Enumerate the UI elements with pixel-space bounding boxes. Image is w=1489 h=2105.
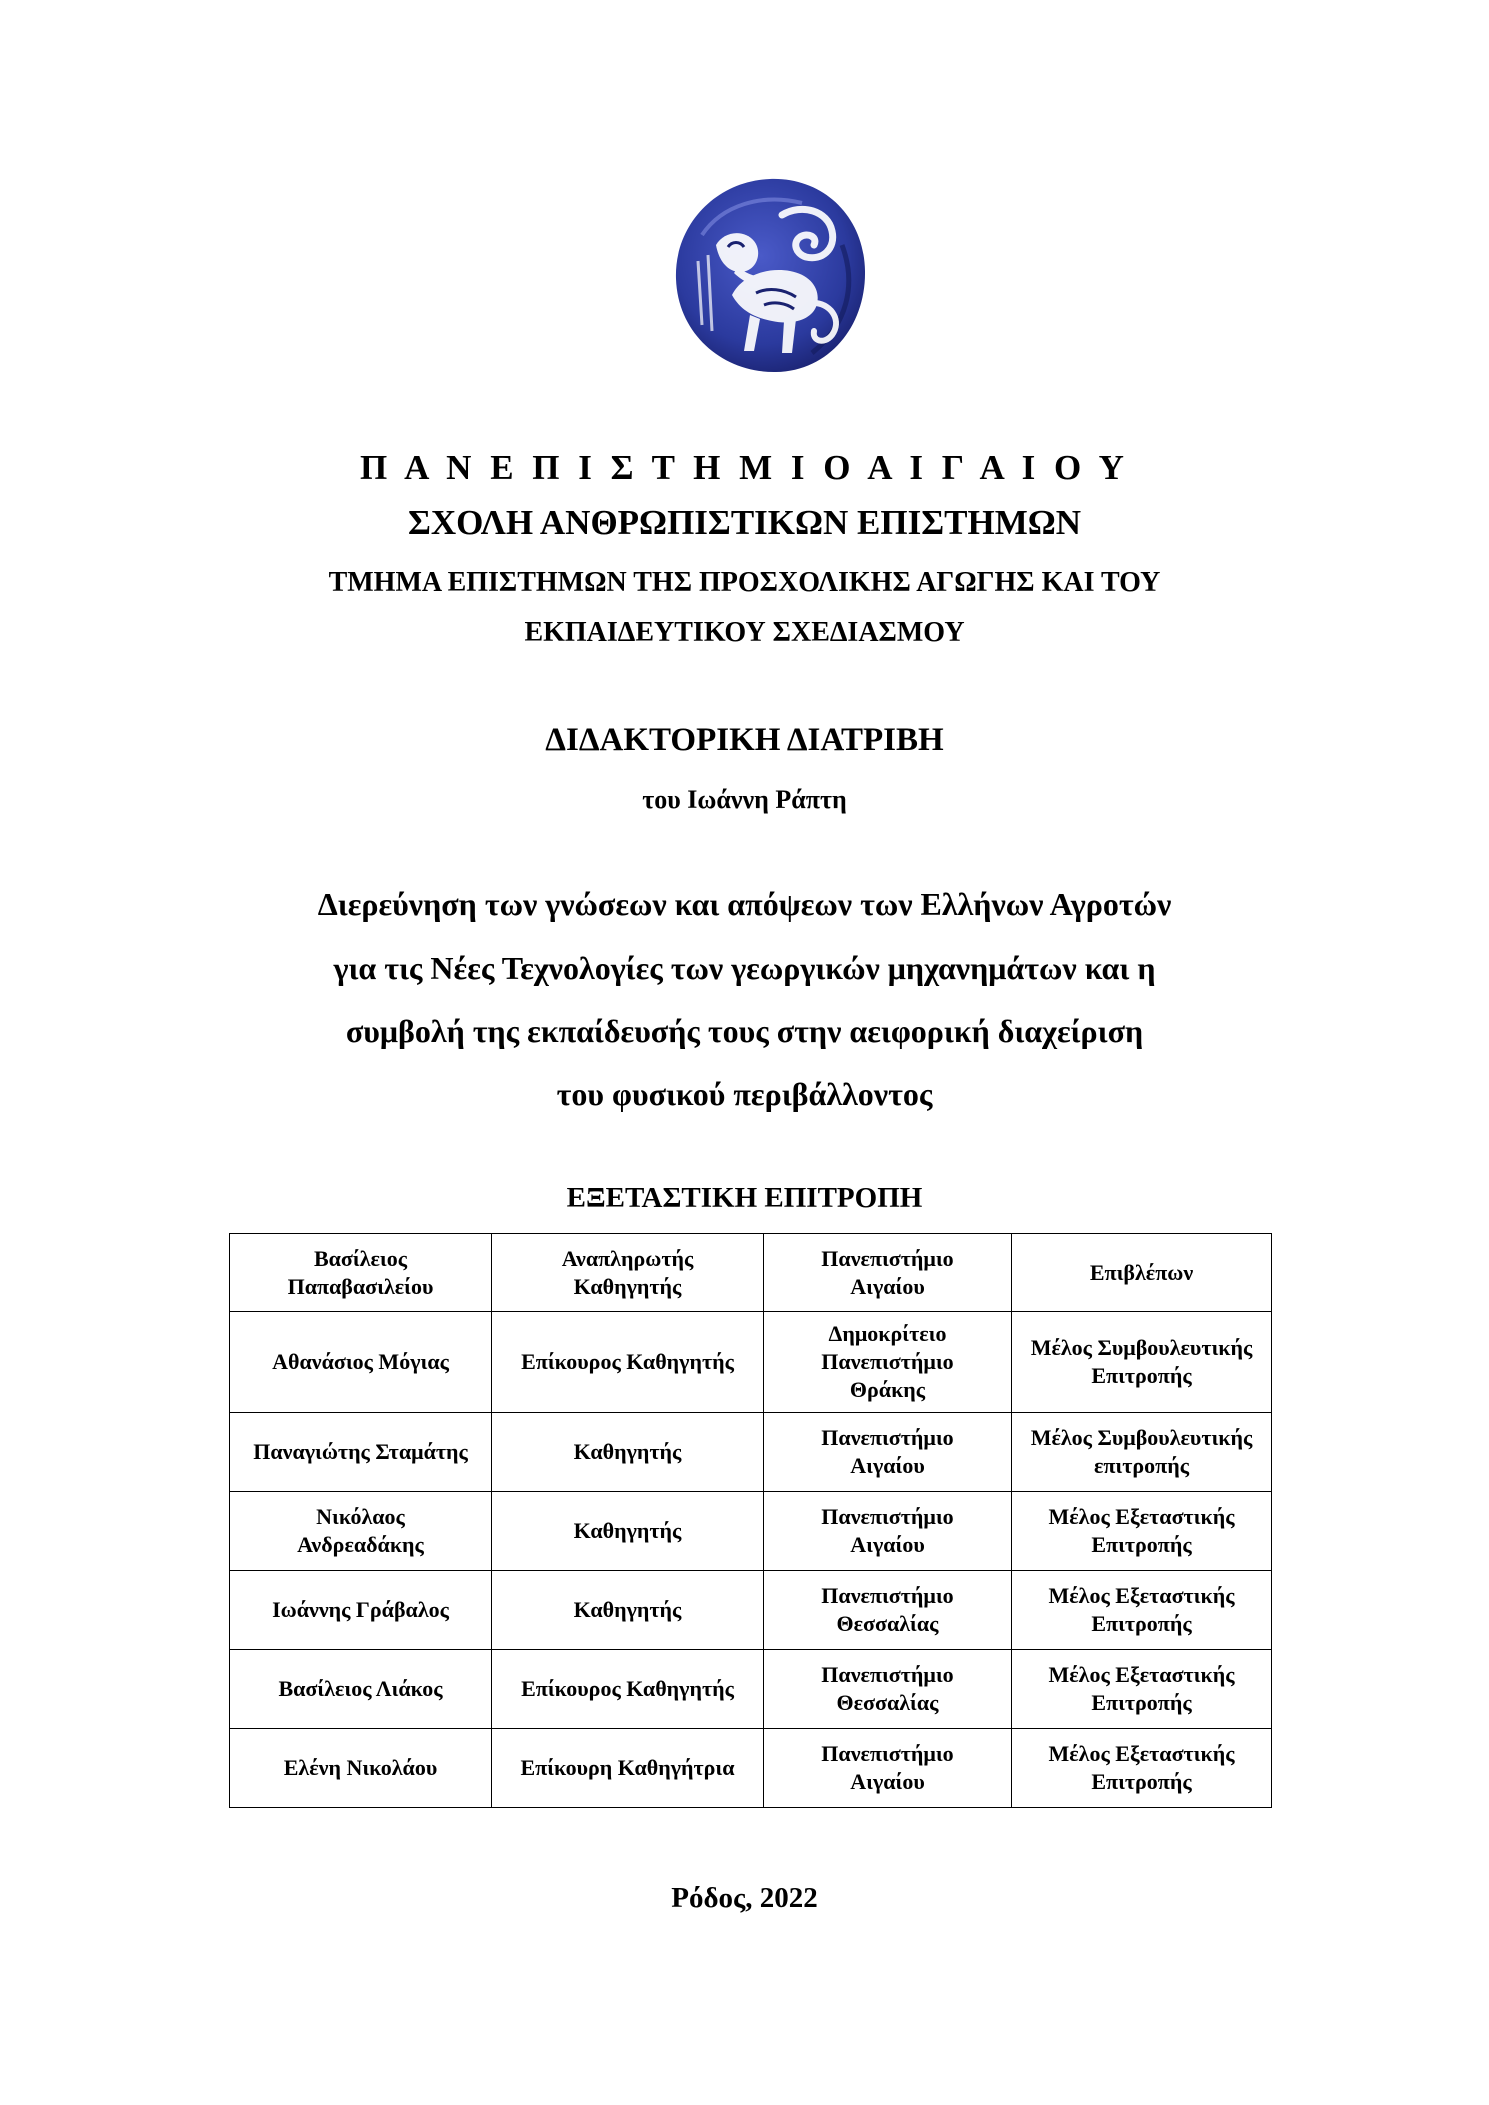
thesis-title-line-1: Διερεύνηση των γνώσεων και απόψεων των Ελλήνων Αγροτών (317, 886, 1172, 922)
table-row (230, 1413, 1272, 1492)
member-rank: Αναπληρωτής Καθηγητής (492, 1234, 764, 1312)
university-seal-icon (672, 175, 868, 375)
member-rank: Επίκουρος Καθηγητής (492, 1650, 764, 1729)
member-name: Βασίλειος Παπαβασιλείου (230, 1234, 492, 1312)
thesis-title-line-4: του φυσικού περιβάλλοντος (556, 1076, 933, 1112)
department-name-line-1: ΤΜΗΜΑ ΕΠΙΣΤΗΜΩΝ ΤΗΣ ΠΡΟΣΧΟΛΙΚΗΣ ΑΓΩΓΗΣ ΚΑΙ ΤΟΥ (328, 567, 1161, 598)
member-institution: Πανεπιστήμιο Αιγαίου (764, 1413, 1012, 1492)
member-rank: Επίκουρος Καθηγητής (492, 1312, 764, 1413)
author: του Ιωάννη Ράπτη (642, 785, 847, 814)
member-role: Μέλος Εξεταστικής Επιτροπής (1012, 1650, 1272, 1729)
school-name: ΣΧΟΛΗ ΑΝΘΡΩΠΙΣΤΙΚΩΝ ΕΠΙΣΤΗΜΩΝ (407, 503, 1082, 542)
table-row (230, 1571, 1272, 1650)
thesis-title-line-3: συμβολή της εκπαίδευσής τους στην αειφορική διαχείριση (345, 1013, 1144, 1049)
member-rank: Καθηγητής (492, 1492, 764, 1571)
member-rank: Επίκουρη Καθηγήτρια (492, 1729, 764, 1808)
member-institution: Δημοκρίτειο Πανεπιστήμιο Θράκης (764, 1312, 1012, 1413)
place-and-year: Ρόδος, 2022 (671, 1882, 818, 1914)
member-role: Μέλος Συμβουλευτικής Επιτροπής (1012, 1312, 1272, 1413)
thesis-title-line-2: για τις Νέες Τεχνολογίες των γεωργικών μηχανημάτων και η (333, 950, 1156, 986)
document-type: ΔΙΔΑΚΤΟΡΙΚΗ ΔΙΑΤΡΙΒΗ (545, 722, 944, 758)
table-row (230, 1492, 1272, 1571)
member-role: Μέλος Εξεταστικής Επιτροπής (1012, 1492, 1272, 1571)
table-row (230, 1729, 1272, 1808)
member-role: Μέλος Εξεταστικής Επιτροπής (1012, 1571, 1272, 1650)
table-row (230, 1650, 1272, 1729)
member-name: Παναγιώτης Σταμάτης (230, 1413, 492, 1492)
member-institution: Πανεπιστήμιο Θεσσαλίας (764, 1571, 1012, 1650)
committee-table (229, 1233, 1272, 1808)
member-rank: Καθηγητής (492, 1413, 764, 1492)
department-name-line-2: ΕΚΠΑΙΔΕΥΤΙΚΟΥ ΣΧΕΔΙΑΣΜΟΥ (524, 617, 965, 648)
member-role: Επιβλέπων (1012, 1234, 1272, 1312)
member-institution: Πανεπιστήμιο Αιγαίου (764, 1729, 1012, 1808)
member-role: Μέλος Εξεταστικής Επιτροπής (1012, 1729, 1272, 1808)
table-row (230, 1234, 1272, 1312)
member-institution: Πανεπιστήμιο Αιγαίου (764, 1234, 1012, 1312)
member-name: Νικόλαος Ανδρεαδάκης (230, 1492, 492, 1571)
member-name: Ιωάννης Γράβαλος (230, 1571, 492, 1650)
table-row (230, 1312, 1272, 1413)
member-rank: Καθηγητής (492, 1571, 764, 1650)
member-institution: Πανεπιστήμιο Αιγαίου (764, 1492, 1012, 1571)
member-institution: Πανεπιστήμιο Θεσσαλίας (764, 1650, 1012, 1729)
member-name: Βασίλειος Λιάκος (230, 1650, 492, 1729)
university-name: Π Α Ν Ε Π Ι Σ Τ Η Μ Ι Ο Α Ι Γ Α Ι Ο Υ (360, 448, 1129, 487)
member-name: Αθανάσιος Μόγιας (230, 1312, 492, 1413)
member-name: Ελένη Νικολάου (230, 1729, 492, 1808)
committee-heading: ΕΞΕΤΑΣΤΙΚΗ ΕΠΙΤΡΟΠΗ (566, 1182, 923, 1214)
member-role: Μέλος Συμβουλευτικής επιτροπής (1012, 1413, 1272, 1492)
